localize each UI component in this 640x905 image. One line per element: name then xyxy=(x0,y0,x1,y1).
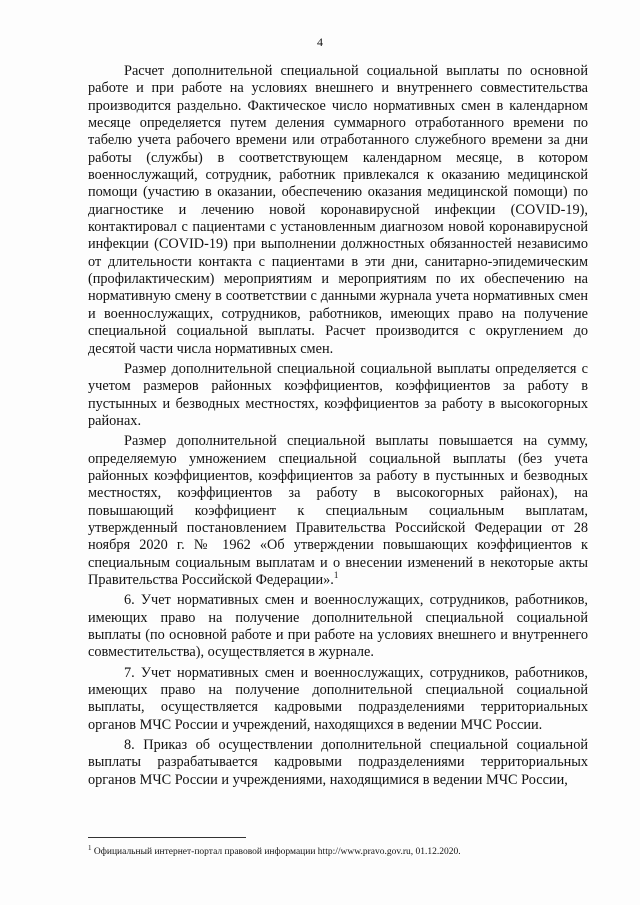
footnote-reference: 1 xyxy=(333,570,339,581)
paragraph-item-6: 6. Учет нормативных смен и военнослужащих, сотрудников, работников, имеющих право на получение дополнительной специальной социальной выплаты (по основной работе и при работе на условиях внешнего и внутреннего совместительства), осуществляется в журнале. xyxy=(88,592,588,661)
paragraph-size-coefficients: Размер дополнительной специальной социальной выплаты определяется с учетом размеров районных коэффициентов, коэффициентов за работу в пустынных и безводных местностях, коэффициентов за работу в высокогорных районах. xyxy=(88,360,588,429)
paragraph-item-8: 8. Приказ об осуществлении дополнительной специальной социальной выплаты разрабатывается кадровыми подразделениями территориальных органов МЧС России и учреждениями, находящимися в ведении МЧС России, xyxy=(88,737,588,788)
paragraph-calculation: Расчет дополнительной специальной социальной выплаты по основной работе и при работе на условиях внешнего и внутреннего совместительства производится раздельно. Фактическое число нормативных смен в календарном месяце определяется путем деления суммарного отработанного времени по табелю учета рабочего времени или отработанного служебного времени за дни работы (службы) в соответствующем календарном месяце, в котором военнослужащий, сотрудник, работник привлекался к оказанию медицинской помощи (участию в оказании, обеспечению оказания медицинской помощи) по диагностике и лечению новой коронавирусной инфекции (COVID-19), контактировал с пациентами с установленным диагнозом новой коронавирусной инфекции (COVID-19) при выполнении должностных обязанностей независимо от длительности контакта с пациентами в эти дни, санитарно-эпидемическим (профилактическим) мероприятиям и мероприятиям по их обеспечению на нормативную смену в соответствии с данными журнала учета нормативных смен и военнослужащих, сотрудников, работников, имеющих право на получение специальной социальной выплаты. Расчет производится с округлением до десятой части числа нормативных смен. xyxy=(88,63,588,357)
page-number: 4 xyxy=(317,35,323,49)
footnote-divider xyxy=(88,837,246,838)
footnote-marker: 1 xyxy=(88,844,92,852)
footnote-text: Официальный интернет-портал правовой информации http://www.pravo.gov.ru, 01.12.2020. xyxy=(91,847,461,858)
footnote xyxy=(88,842,588,858)
paragraph-size-increase xyxy=(88,433,588,589)
paragraph-item-7: 7. Учет нормативных смен и военнослужащих, сотрудников, работников, имеющих право на получение дополнительной специальной социальной выплаты, осуществляется кадровыми подразделениями территориальных органов МЧС России и учреждений, находящихся в ведении МЧС России. xyxy=(88,664,588,733)
document-body xyxy=(88,63,588,792)
paragraph-size-increase-text: Размер дополнительной специальной выплаты повышается на сумму, определяемую умножением специальной социальной выплаты (без учета районных коэффициентов, коэффициентов за работу в пустынных и безводных местностях, коэффициентов за работу в высокогорных районах), на повышающий коэффициент к специальным социальным выплатам, утвержденный постановлением Правительства Российской Федерации от 28 ноября 2020 г. № 1962 «Об утверждении повышающих коэффициентов к специальным социальным выплатам и о внесении изменений в некоторые акты Правительства Российской Федерации». xyxy=(88,433,588,588)
